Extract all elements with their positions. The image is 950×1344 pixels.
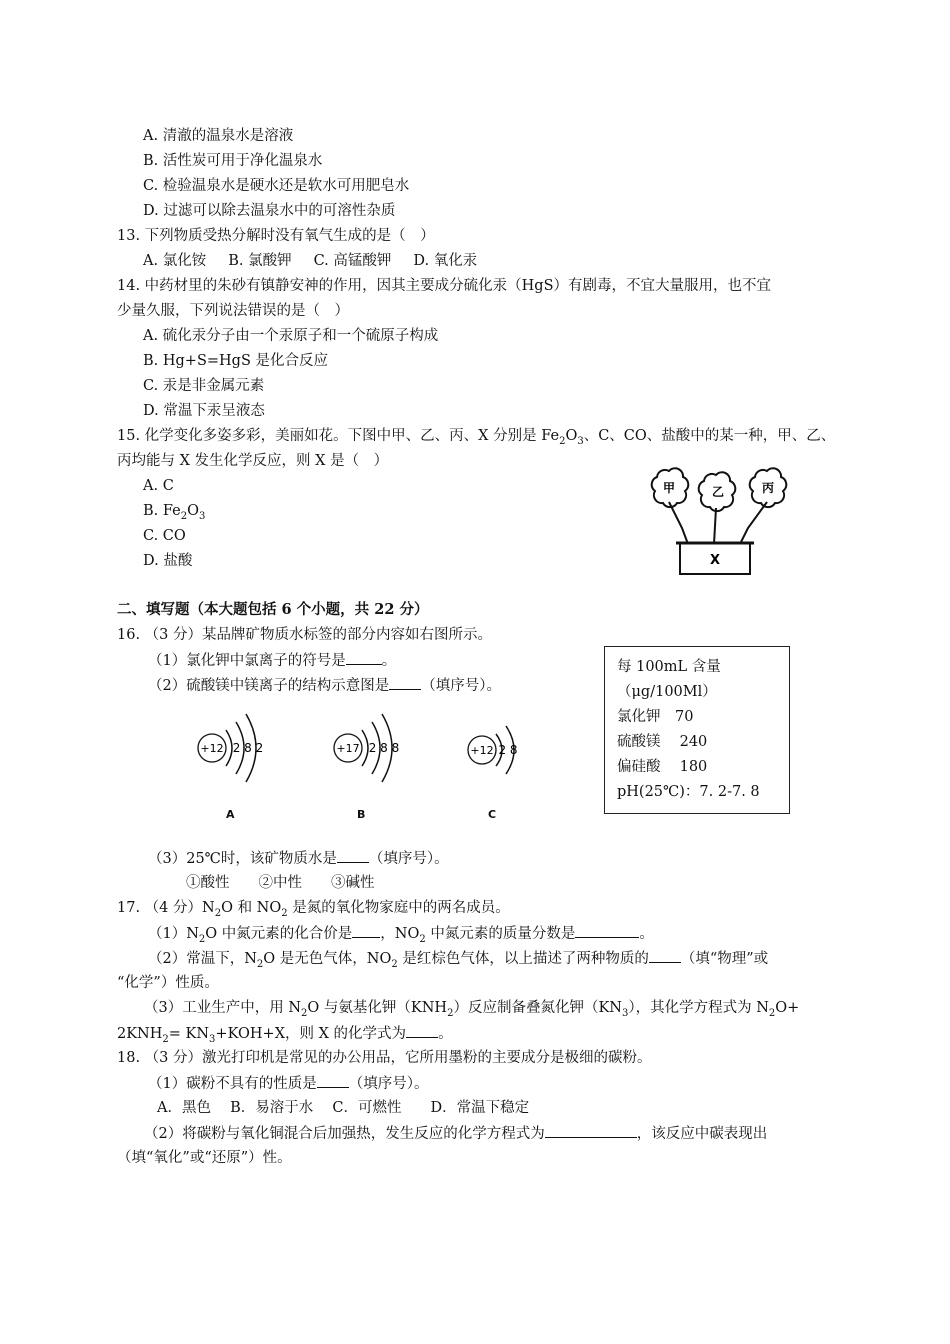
q18-part2-line2: （填“氧化”或“还原”）性。 <box>117 1150 292 1166</box>
label-box-row-mgso4: 硫酸镁 240 <box>617 734 708 750</box>
q18-blank2[interactable] <box>545 1123 637 1138</box>
label-box-row-kcl: 氯化钾 70 <box>617 709 694 725</box>
ion-label-a: A <box>226 808 235 821</box>
q16-blank3[interactable] <box>337 848 369 863</box>
q15-option-b: B. $Fe_2O_3$ <box>143 503 206 522</box>
label-box-row-h2sio3: 偏硅酸 180 <box>617 759 708 775</box>
q18-options: A．黑色 B．易溶于水 C．可燃性 D．常温下稳定 <box>157 1100 530 1116</box>
q13-option-c: C. 高锰酸钾 <box>313 253 392 269</box>
mineral-water-label-box <box>604 646 790 814</box>
q17-part2: （2）常温下，$N_2O$ 是无色气体，$NO_2$ 是红棕色气体，以上描述了两种物质的 （填“物理”或 <box>148 948 768 975</box>
q17-blank3[interactable] <box>649 948 681 963</box>
label-box-title: 每 100mL 含量 <box>617 659 721 675</box>
ion-label-c: C <box>488 808 497 821</box>
q14-stem-line1: 14. 中药材里的朱砂有镇静安神的作用，因其主要成分硫化汞（HgS）有剧毒，不宜大量服用，也不宜 <box>117 278 772 294</box>
q13-option-b: B. 氯酸钾 <box>228 253 292 269</box>
q13-stem: 13. 下列物质受热分解时没有氧气生成的是（ ） <box>117 228 435 244</box>
q17-blank4[interactable] <box>406 1023 438 1038</box>
q14-option-d: D. 常温下汞呈液态 <box>143 403 265 419</box>
q16-part3: （3）25℃时，该矿物质水是 （填序号）。 <box>148 848 449 869</box>
label-box-unit: （μg/100Ml） <box>617 684 717 700</box>
q15-option-a: A. C <box>143 478 174 494</box>
label-box-ph: pH(25℃)：7. 2-7. 8 <box>617 784 760 800</box>
q15-stem-line1: 15. 化学变化多姿多彩，美丽如花。下图中甲、乙、丙、X 分别是 $Fe_2O_3$、C、CO、盐酸中的某一种，甲、乙、 <box>117 428 836 447</box>
ion-diagram-b <box>328 704 418 796</box>
ion-diagram-c <box>462 716 542 788</box>
q12-option-a: A. 清澈的温泉水是溶液 <box>143 128 294 144</box>
q14-option-a: A. 硫化汞分子由一个汞原子和一个硫原子构成 <box>143 328 439 344</box>
q12-option-b: B. 活性炭可用于净化温泉水 <box>143 153 323 169</box>
q15-option-c: C. CO <box>143 528 186 544</box>
flower-yi-label: 乙 <box>711 485 725 499</box>
svg-text:+12: +12 <box>470 744 494 757</box>
flower-pot-figure <box>640 462 854 582</box>
pot-label: X <box>709 553 721 568</box>
q14-stem-line2: 少量久服，下列说法错误的是（ ） <box>117 303 349 319</box>
svg-text:2 8 2: 2 8 2 <box>232 741 264 755</box>
q17-stem: 17. （4 分）$N_2O$ 和 $NO_2$ 是氮的氧化物家庭中的两名成员。 <box>117 900 510 919</box>
q13-options <box>143 251 477 271</box>
q16-stem: 16. （3 分）某品牌矿物质水标签的部分内容如右图所示。 <box>117 627 493 643</box>
q17-blank2[interactable] <box>575 923 639 938</box>
flower-bing-label: 丙 <box>761 481 775 495</box>
q14-option-c: C. 汞是非金属元素 <box>143 378 265 394</box>
q12-option-d: D. 过滤可以除去温泉水中的可溶性杂质 <box>143 203 396 219</box>
q14-option-b: B. Hg+S=HgS 是化合反应 <box>143 353 329 369</box>
q16-part2: （2）硫酸镁中镁离子的结构示意图是 （填序号）。 <box>148 675 501 696</box>
svg-text:2 8 8: 2 8 8 <box>368 741 400 755</box>
flower-jia-label: 甲 <box>662 481 676 495</box>
q17-part3: （3）工业生产中，用 $N_2O$ 与氨基化钾$(KNH_2)$反应制备叠氮化钾$(KN_3)$，其化学方程式为 $N_2O+$ <box>144 1000 800 1019</box>
svg-text:+12: +12 <box>200 742 224 755</box>
svg-text:2 8: 2 8 <box>498 743 518 757</box>
q17-part2-line2: “化学”）性质。 <box>117 975 219 991</box>
ion-diagram-a <box>192 704 282 796</box>
section2-title: 二、填写题（本大题包括 6 个小题，共 22 分） <box>117 601 429 618</box>
ion-label-b: B <box>357 808 366 821</box>
q15-stem-line2: 丙均能与 X 发生化学反应，则 X 是（ ） <box>117 453 389 469</box>
q16-part1: （1）氯化钾中氯离子的符号是 。 <box>148 650 396 671</box>
q17-part3-line2: $2KNH_2= KN_3+KOH+X$，则 X 的化学式为 。 <box>117 1023 453 1050</box>
q16-choices: ①酸性 ②中性 ③碱性 <box>186 875 375 891</box>
q17-part1: $(1)N_2O$ 中氮元素的化合价是 ，$NO_2$ 中氮元素的质量分数是 。 <box>148 923 654 950</box>
q13-option-a: A. 氯化铵 <box>143 253 207 269</box>
q18-part1: （1）碳粉不具有的性质是 （填序号）。 <box>148 1073 428 1094</box>
q18-stem: 18. （3 分）激光打印机是常见的办公用品，它所用墨粉的主要成分是极细的碳粉。 <box>117 1050 652 1066</box>
q17-blank1[interactable] <box>352 923 380 938</box>
q15-option-d: D. 盐酸 <box>143 553 193 569</box>
q12-option-c: C. 检验温泉水是硬水还是软水可用肥皂水 <box>143 178 410 194</box>
q18-blank1[interactable] <box>317 1073 349 1088</box>
q16-blank2[interactable] <box>389 675 421 690</box>
svg-text:+17: +17 <box>336 742 360 755</box>
q16-blank1[interactable] <box>346 650 382 665</box>
q13-option-d: D. 氧化汞 <box>413 253 478 269</box>
q18-part2: （2）将碳粉与氧化铜混合后加强热，发生反应的化学方程式为 ，该反应中碳表现出 <box>144 1123 767 1144</box>
